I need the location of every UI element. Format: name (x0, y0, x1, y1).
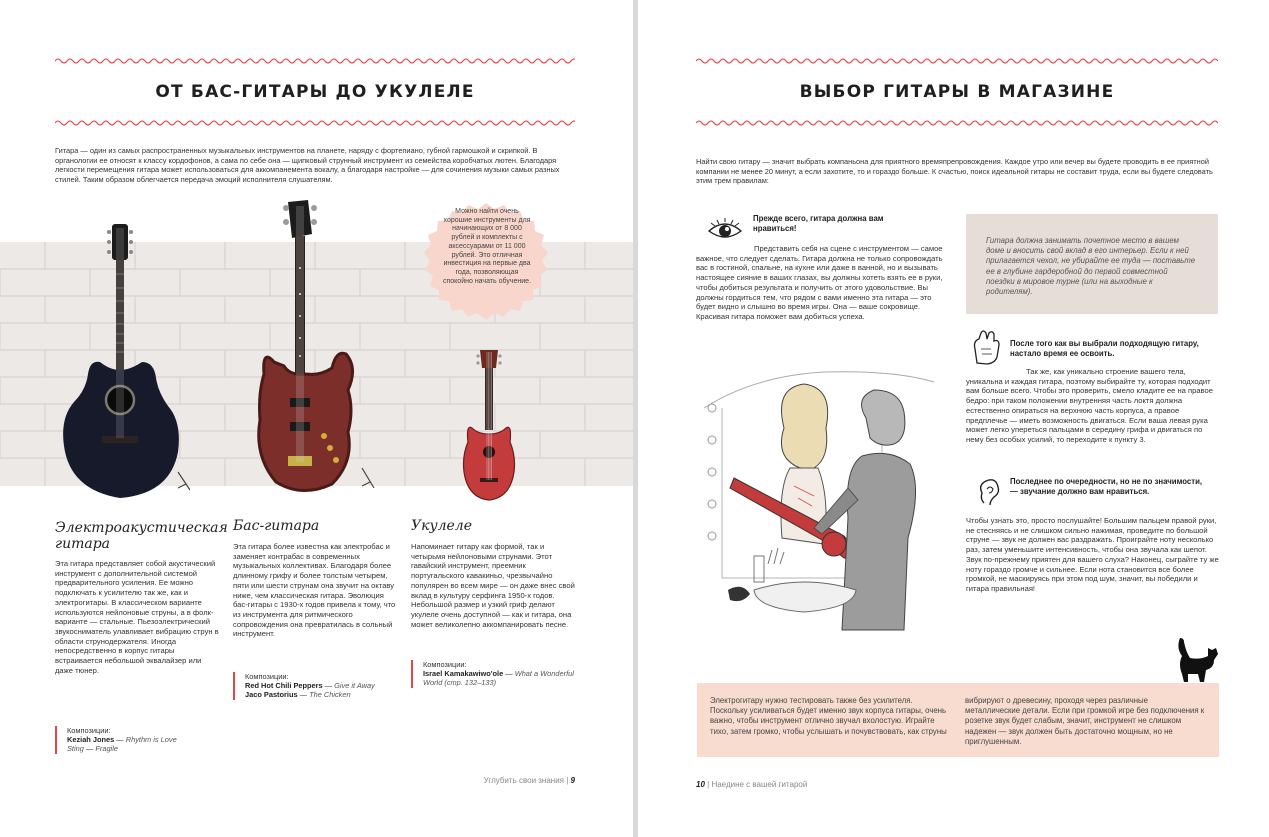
hand-icon (969, 329, 1003, 365)
composition-artist: Keziah Jones (67, 735, 115, 745)
woman-guitar-mirror-illustration (694, 368, 956, 638)
bass-guitar-illustration (250, 198, 380, 500)
intro-paragraph: Гитара — один из самых распространенных музыкальных инструментов на планете, наряду с фортепиано, губной гармошкой и скрипкой. В органологии ее относят к классу кордофонов, а сама по себе она — щипковый струнный инструмент из семейства коробчатых лютен. Благодаря легкости перемещения гитара может использоваться для аккомпанемента вокалу, а благодаря настройке — для сочинения музыки самых разных стилей. Таким образом облегчается передача эмоций исполнителя слушателям. (55, 146, 560, 184)
compositions-label: Композиции: (423, 660, 467, 669)
page-title: ВЫБОР ГИТАРЫ В МАГАЗИНЕ (799, 82, 1115, 102)
composition-track: What a Wonderful World (стр. 132–133) (423, 669, 574, 688)
rule-2-heading: После того как вы выбрали подходящую гитару, настало время ее освоить. (1010, 339, 1199, 358)
cat-silhouette-icon (1174, 634, 1220, 684)
heading-electroacoustic: Электроакустическая гитара (55, 520, 228, 552)
eye-icon (707, 217, 743, 243)
stamp-text: Можно найти очень хорошие инструменты для начинающих от 8 000 рублей и комплекты с аксессуарами от 11 000 рублей. Это отличная инвестиция на первые два года, позволяющая спокойно начать обучение. (442, 208, 532, 285)
composition-track: Rhythm is Love (125, 735, 177, 745)
composition-artist: Red Hot Chili Peppers (245, 681, 323, 691)
composition-artist: Israel Kamakawiwo'ole (423, 669, 504, 679)
electroacoustic-guitar-illustration (60, 222, 190, 504)
tip-box-left-text: Электрогитару нужно тестировать также без усилителя. Поскольку усиливаться будет именно звук корпуса гитары, очень важно, чтобы инструмент отлично звучал вхолостую. Играйте тихо, затем громко, чтобы услышать и почувствовать, как струны (710, 696, 947, 736)
composition-artist: Sting (67, 744, 84, 754)
text-ukulele: Напоминает гитару как формой, так и четырьмя нейлоновыми струнами. Этот гавайский инструмент, преемник португальского кавакиньо, чрезвычайно популярен во всем мире — он даже внес свой вклад в культуру серфинга 1950-х годов. Небольшой размер и узкий гриф делают укулеле очень доступной — как и гитара, она может великолепно аккомпанировать песне. (411, 542, 575, 629)
intro-paragraph: Найти свою гитару — значит выбрать компаньона для приятного времяпрепровождения. Каждое утро или вечер вы будете проводить в ее приятной компании не менее 20 минут, а если захотите, то и гораздо больше. К счастью, поиск идеальной гитары не составит труда, если вы будете следовать этим трем правилам: (696, 157, 1213, 186)
text-bass: Эта гитара более известна как электробас и заменяет контрабас в современных музыкальных коллективах. Благодаря более длинному грифу и более толстым четырем, пяти или шести струнам она звучит на октаву ниже, чем классическая гитара. Эволюция бас-гитары с 1930-х годов привела к тому, что из инструмента для ритмического сопровождения она превратилась в сольный инструмент. (233, 542, 396, 639)
left-page (0, 0, 633, 837)
top-wave-divider (55, 57, 575, 65)
footer-section: Наедине с вашей гитарой (711, 780, 808, 789)
quote-box: Гитара должна занимать почетное место в вашем доме и вносить свой вклад в его интерьер. Если к ней прилагается чехол, не убирайте ее туда — поставьте ее в глубине гардеробной до первой совместной поездки в мировое турне (или на выходные к родителям). (966, 214, 1218, 314)
footer-section: Углубить свои знания (483, 776, 565, 785)
page-footer: Углубить свои знания | 9 (483, 776, 575, 785)
rule-1-heading: Прежде всего, гитара должна вам нравиться! (753, 214, 884, 233)
compositions-electroacoustic: Композиции: Keziah Jones — Rhythm is Love Sting — Fragile (55, 726, 220, 754)
page-number: 10 (696, 780, 705, 789)
rule-1-text: Представить себя на сцене с инструментом — самое важное, что следует сделать. Гитара должна не только сопровождать вас в гостиной, спальне, на кухне или даже в ванной, но и вызывать настоящее сияние в ваших глазах, вы должны хотеть взять ее в руки, чтобы добиться результата и получить от этого удовольствие. Вы должны гордиться тем, что рядом с вами именно эта гитара — это будет видно и слышно во время игры. Она — ваше сокровище. Красивая гитара поможет вам добиться успеха. (696, 244, 943, 321)
composition-track: Fragile (95, 744, 118, 754)
title-wave-divider (696, 119, 1218, 127)
page-number: 9 (570, 776, 575, 785)
composition-track: The Chicken (309, 690, 351, 700)
ear-icon (976, 477, 1002, 507)
title-wave-divider (55, 119, 575, 127)
rule-3-text: Чтобы узнать это, просто послушайте! Большим пальцем правой руки, не стесняясь и не слишком сильно нажимая, проведите по большой струне — звук не должен вас раздражать. Проиграйте ноту несколько раз, затем уменьшите интенсивность, чтобы она звучала как шепот. Звук по-прежнему приятен для вашего слуха? Наконец, сыграйте ту же ноту гораздо громче и сильнее. Если нота становится все более громкой, не маскируясь при этом под шум, значит, вы победили и гитара правильная! (966, 516, 1219, 593)
composition-track: Give it Away (334, 681, 375, 691)
tip-box-right-text: вибрируют о древесину, проходя через различные металлические детали. Если при громкой игре без подключения к розетке звук будет слабым, значит, инструмент не слишком надежен — звук должен быть достаточно мощным, но не приглушенным. (965, 696, 1205, 746)
right-page (638, 0, 1269, 837)
compositions-label: Композиции: (67, 726, 111, 735)
rule-2-text: Так же, как уникально строение вашего тела, уникальна и каждая гитара, поэтому выбирайте ту, которая подходит вам больше всего. Чтобы это проверить, смело кладите ее на правое бедро: при таком положении внутренняя часть локтя должна естественно опираться на верхнюю часть корпуса, а правое предплечье — иметь возможность двигаться. Если ваша левая рука может легко упереться пальцами в середину грифа и двигаться по нему без особых усилий, то переходите к пункту 3. (966, 367, 1213, 444)
rule-3-heading: Последнее по очередности, но не по значимости, — звучание должно вам нравиться. (1010, 477, 1203, 496)
compositions-label: Композиции: (245, 672, 289, 681)
compositions-bass: Композиции: Red Hot Chili Peppers — Give it Away Jaco Pastorius — The Chicken (233, 672, 398, 700)
page-footer: 10 | Наедине с вашей гитарой (696, 780, 808, 789)
top-wave-divider (696, 57, 1218, 65)
composition-artist: Jaco Pastorius (245, 690, 298, 700)
compositions-ukulele: Композиции: Israel Kamakawiwo'ole — What a Wonderful World (стр. 132–133) (411, 660, 579, 688)
heading-ukulele: Укулеле (411, 518, 472, 534)
heading-bass: Бас-гитара (233, 518, 320, 534)
page-title: ОТ БАС-ГИТАРЫ ДО УКУЛЕЛЕ (155, 82, 475, 102)
ukulele-illustration (460, 348, 520, 502)
text-electroacoustic: Эта гитара представляет собой акустический инструмент с дополнительной системой предварительного усиления. Ее можно подключать к усилителю так же, как и электрогитары. В классическом варианте используются нейлоновые струны, а в фолк-варианте — стальные. Пьезоэлектрический звукосниматель улавливает вибрацию струн в области струнодержателя. Иногда непосредственно в корпус гитары встраивается небольшой эквалайзер или даже тюнер. (55, 559, 219, 675)
